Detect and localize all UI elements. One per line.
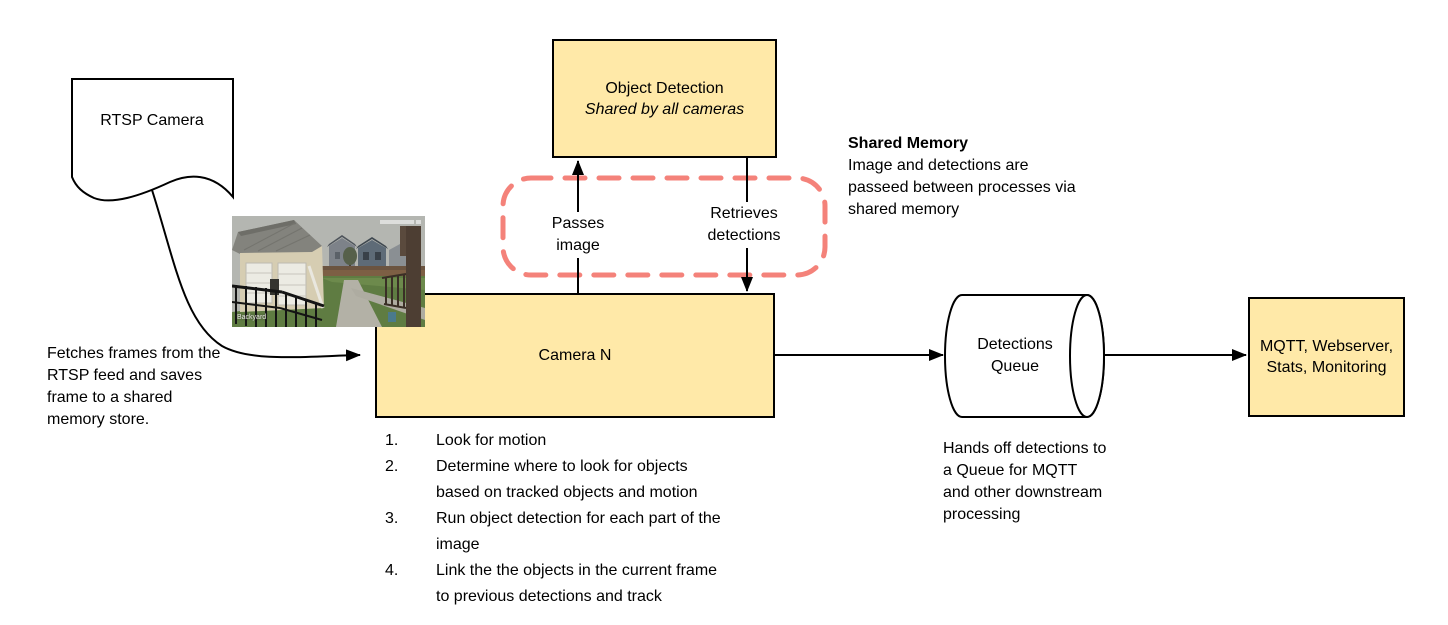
handoff-note: Hands off detections to a Queue for MQTT and other downstream processing [943,440,1107,523]
step-item [385,454,722,506]
step-number: 4. [385,562,399,579]
step-number: 1. [385,432,399,449]
retrieves-detections-label: Retrieves detections [700,202,788,248]
camera-snapshot-image [232,216,425,327]
step-text: Run object detection for each part of the image [436,510,721,553]
step-item [385,506,722,558]
fetch-note: Fetches frames from the RTSP feed and saves frame to a shared memory store. [47,345,221,428]
shared-memory-note [848,133,1076,221]
camera-n-steps [385,428,722,610]
step-item [385,558,722,610]
camera-snapshot [232,216,425,327]
outputs-node [1248,297,1405,417]
shared-memory-note-body: Image and detections are passeed between processes via shared memory [848,157,1076,218]
step-number: 3. [385,510,399,527]
detections-queue-label: Detections Queue [977,336,1053,375]
step-number: 2. [385,458,399,475]
passes-image-label: Passes image [545,212,611,258]
outputs-label: MQTT, Webserver, Stats, Monitoring [1259,338,1394,376]
camera-n-label: Camera N [538,347,612,364]
object-detection-node [552,39,777,158]
step-text: Link the the objects in the current frame to previous detections and track [436,562,718,605]
camera-snapshot-label: Backyard [237,314,267,321]
step-text: Determine where to look for objects based on tracked objects and motion [436,458,698,501]
object-detection-title: Object Detection [605,79,724,97]
object-detection-subtitle: Shared by all cameras [584,100,745,118]
rtsp-camera-shape [72,79,233,200]
step-item [385,428,722,454]
rtsp-camera-label: RTSP Camera [100,112,204,129]
shared-memory-note-title: Shared Memory [848,135,969,152]
step-text: Look for motion [436,432,547,449]
camera-n-node [375,293,775,418]
